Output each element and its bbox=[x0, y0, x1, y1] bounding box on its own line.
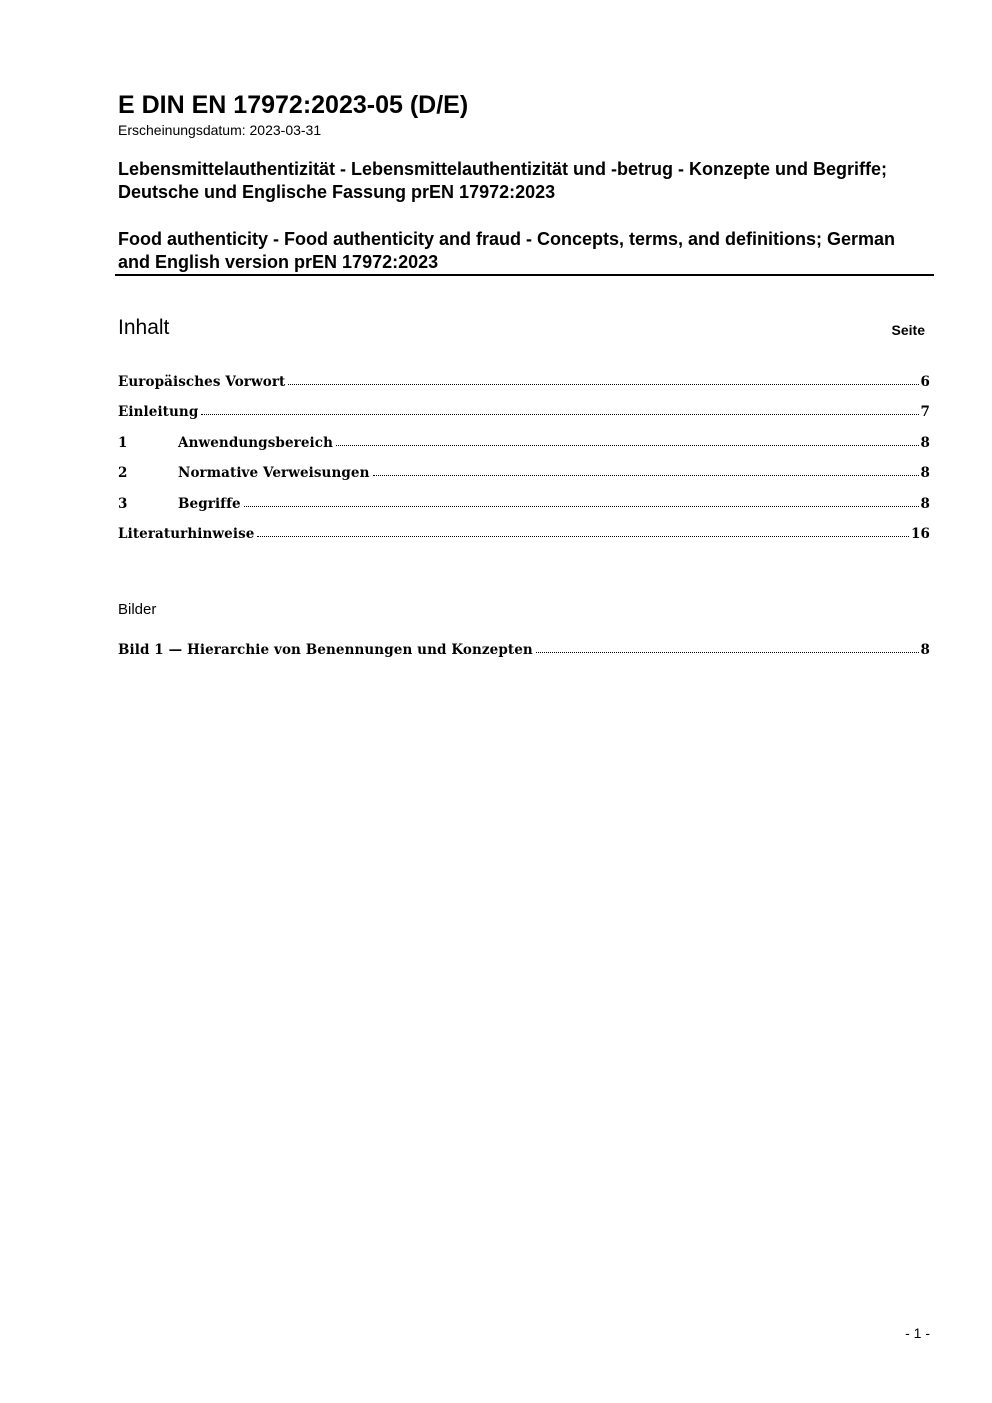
toc-entry-introduction[interactable] bbox=[118, 399, 930, 429]
toc-entry-number: 1 bbox=[118, 434, 128, 451]
toc-entry-page: 7 bbox=[920, 404, 930, 421]
toc-dot-leader bbox=[536, 652, 919, 653]
figure-entry-1[interactable] bbox=[118, 637, 930, 667]
figures-heading: Bilder bbox=[118, 601, 157, 618]
toc-entry-text: Anwendungsbereich bbox=[178, 434, 334, 451]
toc-dot-leader bbox=[373, 475, 919, 476]
toc-dot-leader bbox=[201, 414, 918, 415]
toc-dot-leader bbox=[288, 384, 918, 385]
figures-list bbox=[118, 637, 930, 667]
toc-entry-page: 8 bbox=[920, 465, 930, 482]
document-title: E DIN EN 17972:2023-05 (D/E) bbox=[118, 91, 469, 119]
toc-entry-page: 16 bbox=[911, 525, 930, 542]
toc-list bbox=[118, 369, 930, 551]
toc-dot-leader bbox=[244, 506, 919, 507]
toc-entry-terms[interactable] bbox=[118, 491, 930, 521]
toc-entry-foreword[interactable] bbox=[118, 369, 930, 399]
toc-entry-text: Europäisches Vorwort bbox=[118, 374, 286, 390]
toc-entry-text: Begriffe bbox=[178, 495, 241, 512]
figure-entry-text: Bild 1 — Hierarchie von Benennungen und Konzepten bbox=[118, 642, 533, 658]
toc-page-column-label: Seite bbox=[891, 322, 925, 338]
figure-entry-page: 8 bbox=[920, 642, 930, 658]
toc-entry-page: 6 bbox=[920, 374, 930, 390]
title-english: Food authenticity - Food authenticity and fraud - Concepts, terms, and definitions; German and English version prEN 17972:2023 bbox=[118, 229, 896, 272]
toc-entry-number: 2 bbox=[118, 465, 128, 482]
toc-entry-text: Einleitung bbox=[118, 404, 199, 421]
toc-entry-page: 8 bbox=[920, 495, 930, 512]
title-divider bbox=[115, 274, 934, 276]
title-german: Lebensmittelauthentizität - Lebensmittelauthentizität und -betrug - Konzepte und Begriffe; Deutsche und Englische Fassung prEN 17972:2023 bbox=[118, 159, 887, 202]
toc-entry-text: Literaturhinweise bbox=[118, 525, 255, 542]
toc-dot-leader bbox=[257, 536, 909, 537]
page-number: - 1 - bbox=[905, 1325, 930, 1341]
publication-date: Erscheinungsdatum: 2023-03-31 bbox=[118, 122, 322, 138]
toc-entry-scope[interactable] bbox=[118, 430, 930, 460]
toc-entry-text: Normative Verweisungen bbox=[178, 465, 370, 482]
toc-dot-leader bbox=[336, 445, 918, 446]
toc-entry-page: 8 bbox=[920, 434, 930, 451]
toc-entry-normative-references[interactable] bbox=[118, 460, 930, 490]
toc-entry-bibliography[interactable] bbox=[118, 521, 930, 551]
toc-entry-number: 3 bbox=[118, 495, 128, 512]
toc-heading: Inhalt bbox=[118, 316, 170, 339]
